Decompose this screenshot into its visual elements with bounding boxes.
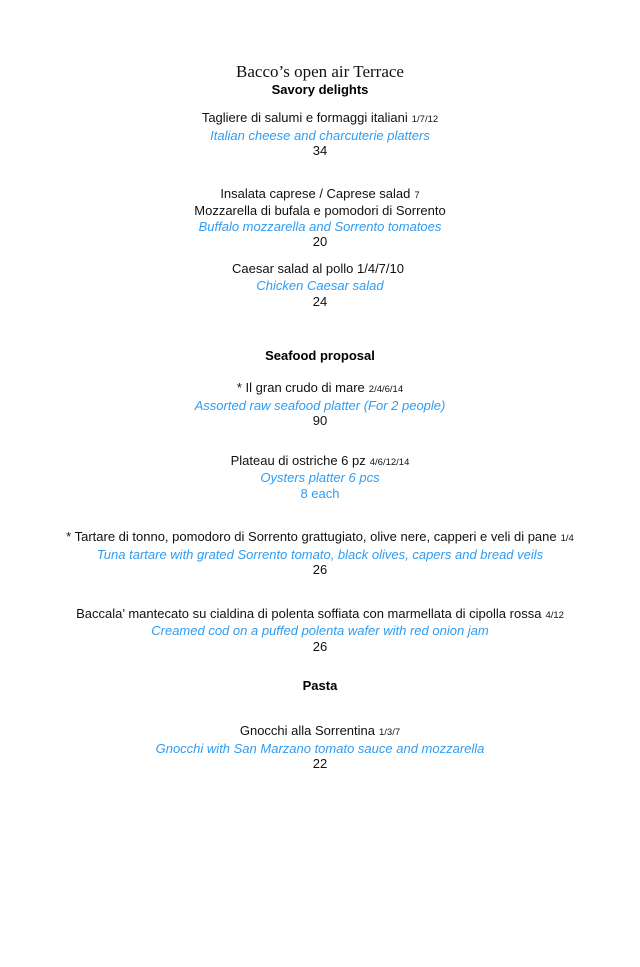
item-price: 26 — [312, 638, 328, 654]
item-price: 22 — [312, 756, 328, 771]
section-heading-pasta: Pasta — [302, 678, 338, 693]
menu-item-tuna-tartare — [0, 529, 640, 578]
item-price: 90 — [312, 413, 328, 428]
page-title: Bacco’s open air Terrace — [236, 62, 404, 81]
menu-item-insalata-caprese — [0, 186, 640, 250]
item-price: 8 each — [300, 485, 340, 501]
allergen-codes: 1/3/7 — [379, 727, 401, 738]
allergen-codes: 2/4/6/14 — [368, 384, 404, 395]
section-heading-seafood-proposal: Seafood proposal — [265, 348, 375, 363]
item-price: 20 — [312, 234, 328, 249]
menu-item-gnocchi — [0, 723, 640, 772]
item-name-text: * Tartare di tonno, pomodoro di Sorrento grattugiato, olive nere, capperi e veli di pane — [66, 529, 557, 544]
allergen-codes: 1/7/12 — [411, 114, 439, 125]
item-translation: Italian cheese and charcuterie platters — [210, 127, 430, 143]
item-name-line2: Mozzarella di bufala e pomodori di Sorrento — [194, 203, 446, 218]
item-name-text: Gnocchi alla Sorrentina — [239, 723, 375, 738]
menu-item-baccala — [0, 606, 640, 655]
item-price: 26 — [312, 562, 328, 577]
item-translation: Chicken Caesar salad — [256, 278, 384, 293]
item-translation: Assorted raw seafood platter (For 2 people) — [194, 397, 446, 413]
menu-item-tagliere — [0, 110, 640, 159]
allergen-codes: 4/6/12/14 — [369, 456, 410, 468]
item-translation: Gnocchi with San Marzano tomato sauce and mozzarella — [155, 740, 485, 756]
item-name — [0, 606, 640, 624]
allergen-codes: 1/4 — [560, 533, 574, 544]
menu-item-oysters — [0, 453, 640, 502]
menu-item-gran-crudo — [0, 380, 640, 429]
item-name-text: * Il gran crudo di mare — [236, 380, 365, 395]
section-heading-savory-delights: Savory delights — [271, 82, 369, 97]
item-price: 24 — [312, 293, 328, 309]
item-name-text: Caesar salad al pollo 1/4/7/10 — [231, 260, 404, 276]
item-name — [0, 186, 640, 204]
item-name — [0, 110, 640, 128]
item-translation: Creamed cod on a puffed polenta wafer with red onion jam — [151, 623, 489, 638]
item-name — [0, 261, 640, 279]
menu-page — [0, 62, 640, 967]
item-translation: Oysters platter 6 pcs — [260, 470, 380, 485]
item-name — [0, 529, 640, 547]
allergen-codes: 7 — [414, 189, 420, 201]
item-name — [0, 453, 640, 471]
item-translation: Buffalo mozzarella and Sorrento tomatoes — [198, 218, 442, 234]
item-translation: Tuna tartare with grated Sorrento tomato, black olives, capers and bread veils — [96, 546, 544, 562]
item-name-text: Tagliere di salumi e formaggi italiani — [201, 110, 408, 125]
menu-item-caesar-salad — [0, 261, 640, 310]
item-name — [0, 380, 640, 398]
item-name — [0, 723, 640, 741]
item-price: 34 — [312, 143, 328, 158]
item-name-text: Plateau di ostriche 6 pz — [230, 452, 366, 468]
item-name-text: Baccala’ mantecato su cialdina di polenta soffiata con marmellata di cipolla rossa — [76, 605, 542, 621]
allergen-codes: 4/12 — [545, 609, 564, 621]
item-name-text: Insalata caprese / Caprese salad — [220, 185, 411, 201]
